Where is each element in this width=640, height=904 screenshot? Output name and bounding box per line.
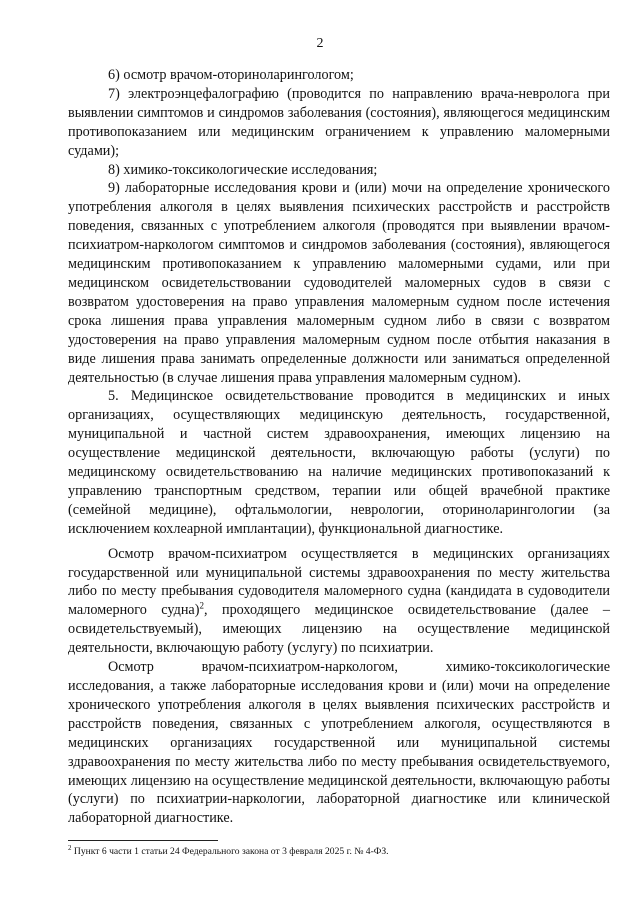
paragraph-section-5: 5. Медицинское освидетельствование проводится в медицинских и иных организациях, осуществляющих медицинскую деятельность, государственной, муниципальной и частной систем здравоохранения, имеющих лицензию на осуществление медицинской деятельности, включающую работы (услуги) по медицинскому освидетельствованию на наличие медицинских противопоказаний к управлению транспортным средством, терапии или общей врачебной практике (семейной медицине), офтальмологии, неврологии, оториноларингологии (за исключением кохлеарной имплантации), функциональной диагностике. <box>68 388 610 537</box>
footnote-text: Пункт 6 части 1 статьи 24 Федерального закона от 3 февраля 2025 г. № 4-ФЗ. <box>73 846 389 857</box>
footnote-reference: 2 <box>199 600 204 611</box>
paragraph-text: Осмотр врачом-психиатром осуществляется в медицинских организациях государственной или муниципальной системы здравоохранения по месту жительства либо по месту пребывания судоводителя маломерного судна (кандидата в судоводители маломерного судна) <box>68 545 610 619</box>
footnote <box>68 843 610 858</box>
paragraph-psychiatrist-exam <box>68 545 610 658</box>
paragraph-item-9: 9) лабораторные исследования крови и (или) мочи на определение хронического употребления алкоголя в целях выявления психических расстройств и расстройств поведения, связанных с употреблением алкоголя (проводятся при выявлении врачом-психиатром-наркологом симптомов и синдромов заболевания (состояния), являющегося медицинским противопоказанием к управлению маломерными судами, или при медицинском освидетельствовании судоводителей маломерных судов в связи с возвратом удостоверения на право управления маломерным судном после истечения срока лишения права управления маломерным судном либо в связи с возвратом удостоверения на право управления маломерным судном после отбытия наказания в виде лишения права занимать определенные должности или заниматься определенной деятельностью (в случае лишения права управления маломерным судном). <box>68 180 610 386</box>
paragraph-text: , проходящего медицинское освидетельствование (далее – освидетельствуемый), имеющих лицензию на осуществление медицинской деятельности, включающую работу (услугу) по психиатрии. <box>68 602 610 657</box>
paragraph-narcologist-exam: Осмотр врачом-психиатром-наркологом, химико-токсикологические исследования, а также лабораторные исследования крови и (или) мочи на определение хронического употребления алкоголя в целях выявления психических расстройств и расстройств поведения, связанных с употреблением алкоголя, осуществляются в медицинских организациях государственной или муниципальной системы здравоохранения по месту жительства либо по месту пребывания освидетельствуемого, имеющих лицензию на осуществление медицинской деятельности, включающую работы (услуги) по психиатрии-наркологии, лабораторной диагностике или клинической лабораторной диагностике. <box>68 659 610 827</box>
paragraph-item-8: 8) химико-токсикологические исследования; <box>108 161 378 178</box>
document-body <box>68 66 610 828</box>
paragraph-item-6: 6) осмотр врачом-оториноларингологом; <box>108 67 354 83</box>
footnote-mark: 2 <box>68 843 72 852</box>
footnote-divider <box>68 840 218 841</box>
paragraph-item-7: 7) электроэнцефалографию (проводится по направлению врача-невролога при выявлении симптомов и синдромов заболевания (состояния), являющегося медицинским противопоказанием или медицинским ограничением к управлению маломерными судами); <box>68 85 610 159</box>
page-number: 2 <box>316 36 324 51</box>
